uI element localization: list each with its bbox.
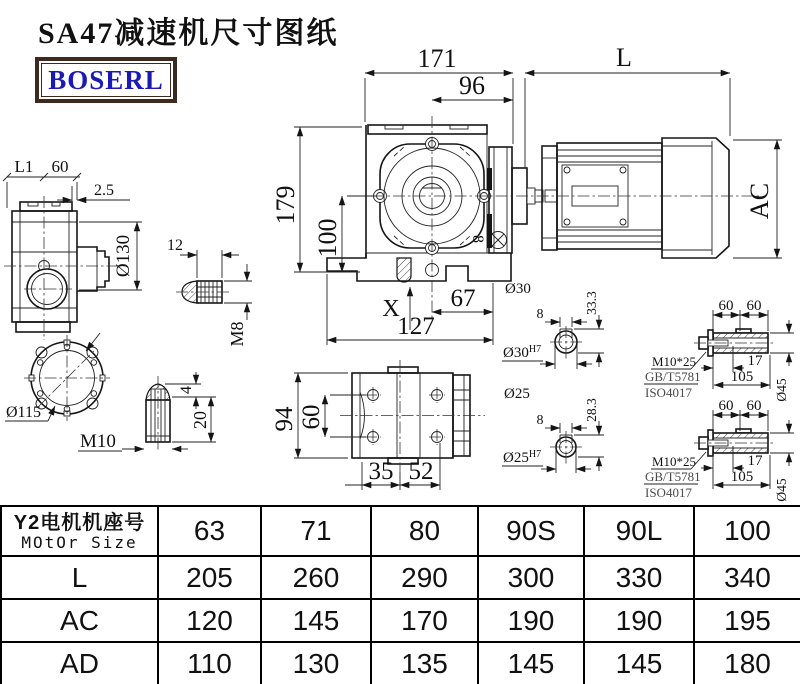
dim-60-first: 60	[718, 298, 734, 314]
label-d30H7: $Ø30^{H7}$	[503, 344, 542, 361]
L-80: 290	[371, 556, 478, 599]
side-dimensions	[3, 157, 142, 290]
dim-key-8: 8	[536, 307, 544, 322]
AD-90L: 145	[584, 642, 694, 684]
label-bolt-std2: ISO4017	[645, 385, 692, 400]
L-100: 340	[694, 556, 800, 599]
page-title: SA47减速机尺寸图纸	[38, 17, 339, 50]
motor	[542, 138, 729, 258]
brand-logo-text: BOSERL	[48, 64, 164, 95]
label-d25: Ø25	[504, 386, 530, 402]
dim-20: 20	[190, 411, 210, 429]
row-label-AD: AD	[1, 642, 158, 684]
L-90L: 330	[584, 556, 694, 599]
bore-d25-detail	[502, 386, 604, 473]
AC-71: 145	[261, 599, 371, 642]
motor-size-90S: 90S	[478, 506, 584, 556]
L-90S: 300	[478, 556, 584, 599]
dim-4: 4	[178, 386, 195, 394]
label-M10: M10	[80, 431, 116, 452]
bottom-plug	[397, 258, 411, 282]
dim-100: 100	[313, 218, 342, 258]
motor-size-label-cn: Y2电机机座号	[13, 511, 146, 534]
dim-96: 96	[459, 71, 485, 100]
table-header-motor-size	[1, 506, 158, 556]
label-d25H7: $Ø25^{H7}$	[503, 449, 542, 466]
side-view	[3, 157, 142, 340]
dim-127: 127	[397, 313, 435, 340]
bottom-dimensions	[271, 373, 440, 490]
motor-size-100: 100	[694, 506, 800, 556]
m8-plug-detail	[167, 237, 252, 347]
bore-d30-detail	[502, 291, 604, 369]
dim-35: 35	[368, 458, 394, 485]
label-X: X	[382, 296, 400, 322]
dim-17: 17	[747, 353, 763, 369]
AD-71: 130	[261, 642, 371, 684]
dim-60-second: 60	[746, 298, 762, 314]
motor-size-80: 80	[371, 506, 478, 556]
dim-d115: Ø115	[6, 404, 41, 421]
dim-60: 60	[51, 157, 69, 176]
row-label-AC: AC	[1, 599, 158, 642]
AC-90S: 190	[478, 599, 584, 642]
dim-d130: Ø130	[113, 234, 134, 278]
motor-size-71: 71	[261, 506, 371, 556]
dim-60b: 60	[298, 404, 325, 430]
label-M8: M8	[227, 321, 247, 347]
bottom-view	[271, 360, 485, 490]
dim-33-3: 33.3	[584, 291, 599, 315]
row-label-L: L	[1, 556, 158, 599]
output-shaft-detail-lower	[644, 398, 794, 502]
motor-size-table	[0, 505, 800, 684]
motor-size-label-en: MOtOr Size	[21, 532, 138, 552]
table-row-L	[1, 556, 800, 599]
dim-171: 171	[417, 44, 457, 73]
L-63: 205	[158, 556, 261, 599]
front-view	[271, 43, 782, 345]
dim-179: 179	[271, 185, 300, 225]
m10-plug-detail	[78, 372, 216, 452]
dim-2-5: 2.5	[94, 182, 114, 199]
dim-52: 52	[408, 458, 434, 485]
dim-105: 105	[730, 369, 754, 385]
motor-size-90L: 90L	[584, 506, 694, 556]
dim-28-3: 28.3	[584, 398, 599, 422]
AC-100: 195	[694, 599, 800, 642]
dim-L1: L1	[14, 157, 34, 176]
dim-key-8b: 8	[536, 413, 544, 428]
dim-d45: Ø45	[774, 378, 789, 402]
AC-63: 120	[158, 599, 261, 642]
L-71: 260	[261, 556, 371, 599]
dim-AC: AC	[745, 182, 774, 220]
dim-94: 94	[271, 406, 298, 432]
table-header-row	[1, 506, 800, 556]
AC-90L: 190	[584, 599, 694, 642]
AC-80: 170	[371, 599, 478, 642]
dim-67: 67	[450, 285, 476, 312]
AD-63: 110	[158, 642, 261, 684]
output-flange-view	[5, 333, 110, 421]
label-shaft-d30: Ø30	[505, 281, 531, 297]
AD-90S: 145	[478, 642, 584, 684]
dim-12: 12	[167, 237, 183, 254]
motor-size-63: 63	[158, 506, 261, 556]
label-bolt-std1: GB/T5781	[645, 369, 701, 384]
AD-100: 180	[694, 642, 800, 684]
label-bolt-spec: M10*25	[652, 354, 697, 369]
key-width-label: 8	[469, 235, 486, 243]
table-row-AC	[1, 599, 800, 642]
table-row-AD	[1, 642, 800, 684]
output-shaft-detail-upper	[644, 298, 794, 402]
AD-80: 135	[371, 642, 478, 684]
dim-L: L	[616, 43, 632, 72]
fan-cover	[662, 138, 729, 258]
